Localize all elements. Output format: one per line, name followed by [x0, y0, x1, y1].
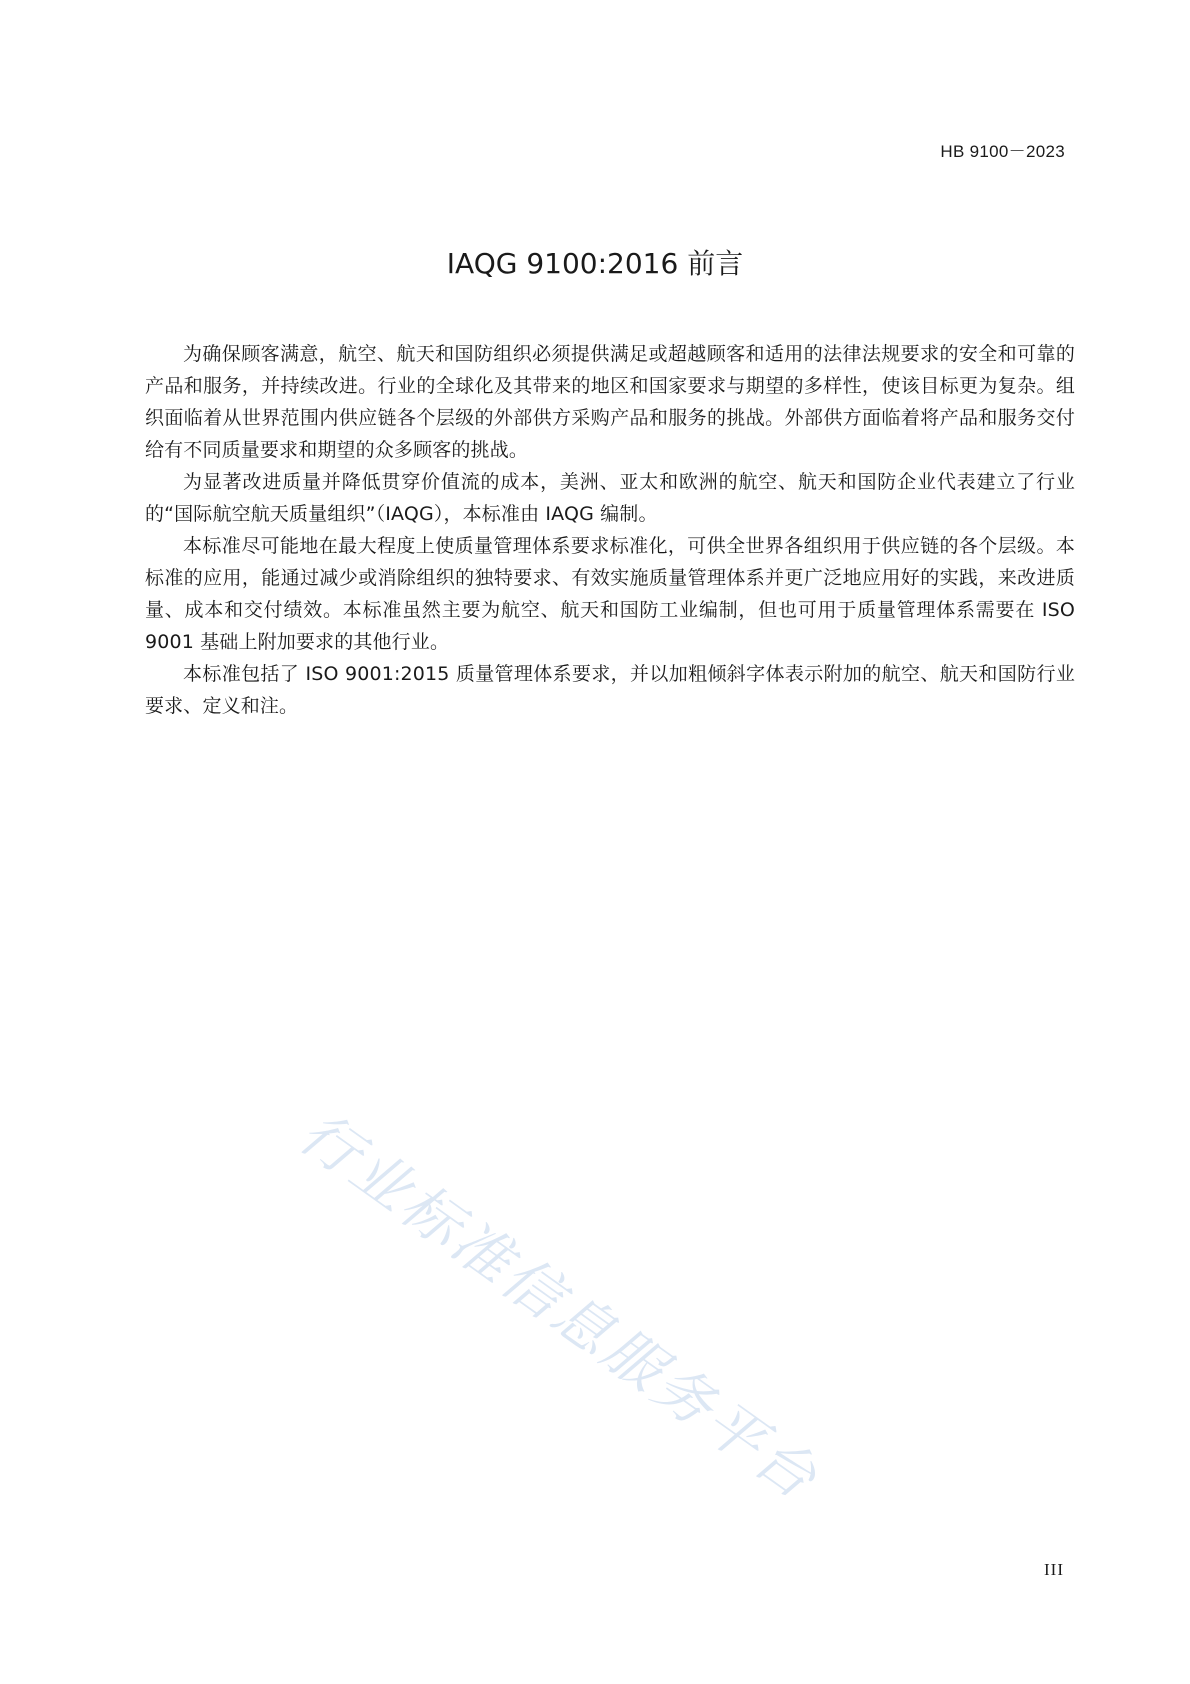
paragraph-1: 为确保顾客满意，航空、航天和国防组织必须提供满足或超越顾客和适用的法律法规要求的安全和可靠的产品和服务，并持续改进。行业的全球化及其带来的地区和国家要求与期望的多样性，使该目标更为复杂。组织面临着从世界范围内供应链各个层级的外部供方采购产品和服务的挑战。外部供方面临着将产品和服务交付给有不同质量要求和期望的众多顾客的挑战。: [145, 343, 1075, 461]
paragraph-4: 本标准包括了 ISO 9001:2015 质量管理体系要求，并以加粗倾斜字体表示附加的航空、航天和国防行业要求、定义和注。: [145, 663, 1075, 717]
page-title: IAQG 9100:2016 前言: [446, 247, 744, 280]
paragraph-3: 本标准尽可能地在最大程度上使质量管理体系要求标准化，可供全世界各组织用于供应链的各个层级。本标准的应用，能通过减少或消除组织的独特要求、有效实施质量管理体系并更广泛地应用好的实践，来改进质量、成本和交付绩效。本标准虽然主要为航空、航天和国防工业编制，但也可用于质量管理体系需要在 ISO 9001 基础上附加要求的其他行业。: [145, 535, 1075, 653]
paragraph-2: 为显著改进质量并降低贯穿价值流的成本，美洲、亚太和欧洲的航空、航天和国防企业代表建立了行业的“国际航空航天质量组织”（IAQG），本标准由 IAQG 编制。: [145, 471, 1075, 525]
page-number: III: [1044, 1560, 1064, 1579]
watermark: 行业标准信息服务平台: [287, 1098, 832, 1514]
standard-number: HB 9100－2023: [940, 142, 1065, 161]
preface-body: [145, 338, 1075, 722]
